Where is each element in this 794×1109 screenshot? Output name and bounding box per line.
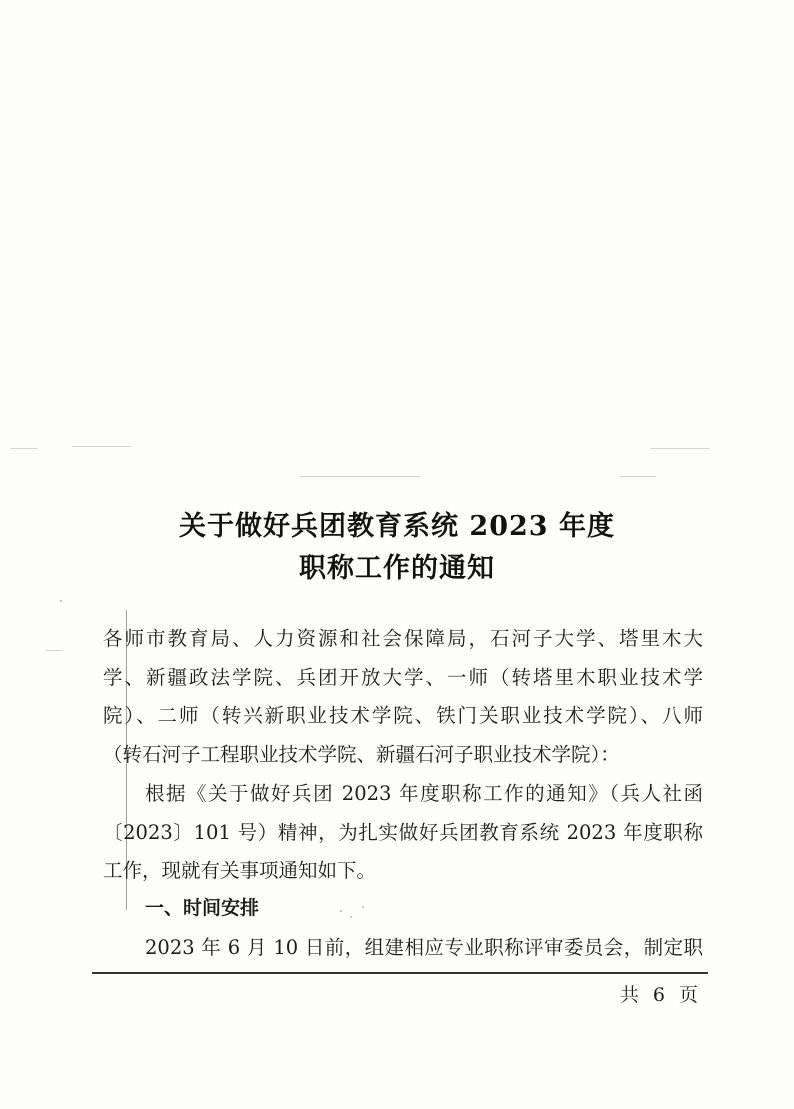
- paragraph-line: 〔2023〕101 号）精神，为扎实做好兵团教育系统 2023 年度职称: [103, 820, 703, 844]
- paragraph-1: [103, 775, 703, 891]
- scan-artifact-line: [10, 448, 38, 449]
- scan-artifact-line: [72, 446, 132, 447]
- salutation-line: （转石河子工程职业技术学院、新疆石河子职业技术学院）：: [103, 742, 620, 766]
- paragraph-2: [103, 929, 703, 968]
- section-heading-time-schedule: 一、时间安排: [145, 897, 260, 919]
- scan-artifact-dot: [340, 910, 342, 912]
- scan-artifact-dot: [362, 906, 364, 908]
- salutation: [103, 620, 703, 774]
- footer-rule: [92, 972, 708, 974]
- salutation-line: 学、新疆政法学院、兵团开放大学、一师（转塔里木职业技术学: [103, 665, 703, 689]
- page-count: 共 6 页: [619, 984, 702, 1006]
- paragraph-line: 工作，现就有关事项通知如下。: [103, 859, 377, 882]
- salutation-line: 院）、二师（转兴新职业技术学院、铁门关职业技术学院）、八师: [103, 704, 703, 727]
- document-title-line-1: 关于做好兵团教育系统 2023 年度: [179, 511, 615, 542]
- scan-artifact-dot: [60, 600, 62, 602]
- scan-artifact-line: [300, 476, 420, 477]
- scan-artifact-dot: [350, 916, 352, 918]
- paragraph-line: 根据《关于做好兵团 2023 年度职称工作的通知》（兵人社函: [145, 782, 703, 805]
- document-title-line-2: 职称工作的通知: [299, 553, 495, 584]
- scan-artifact-line: [620, 476, 656, 477]
- paragraph-line: 2023 年 6 月 10 日前，组建相应专业职称评审委员会，制定职: [145, 936, 703, 959]
- scan-artifact-line: [46, 650, 62, 651]
- salutation-line: 各师市教育局、人力资源和社会保障局，石河子大学、塔里木大: [103, 627, 703, 650]
- scan-artifact-line: [650, 448, 710, 449]
